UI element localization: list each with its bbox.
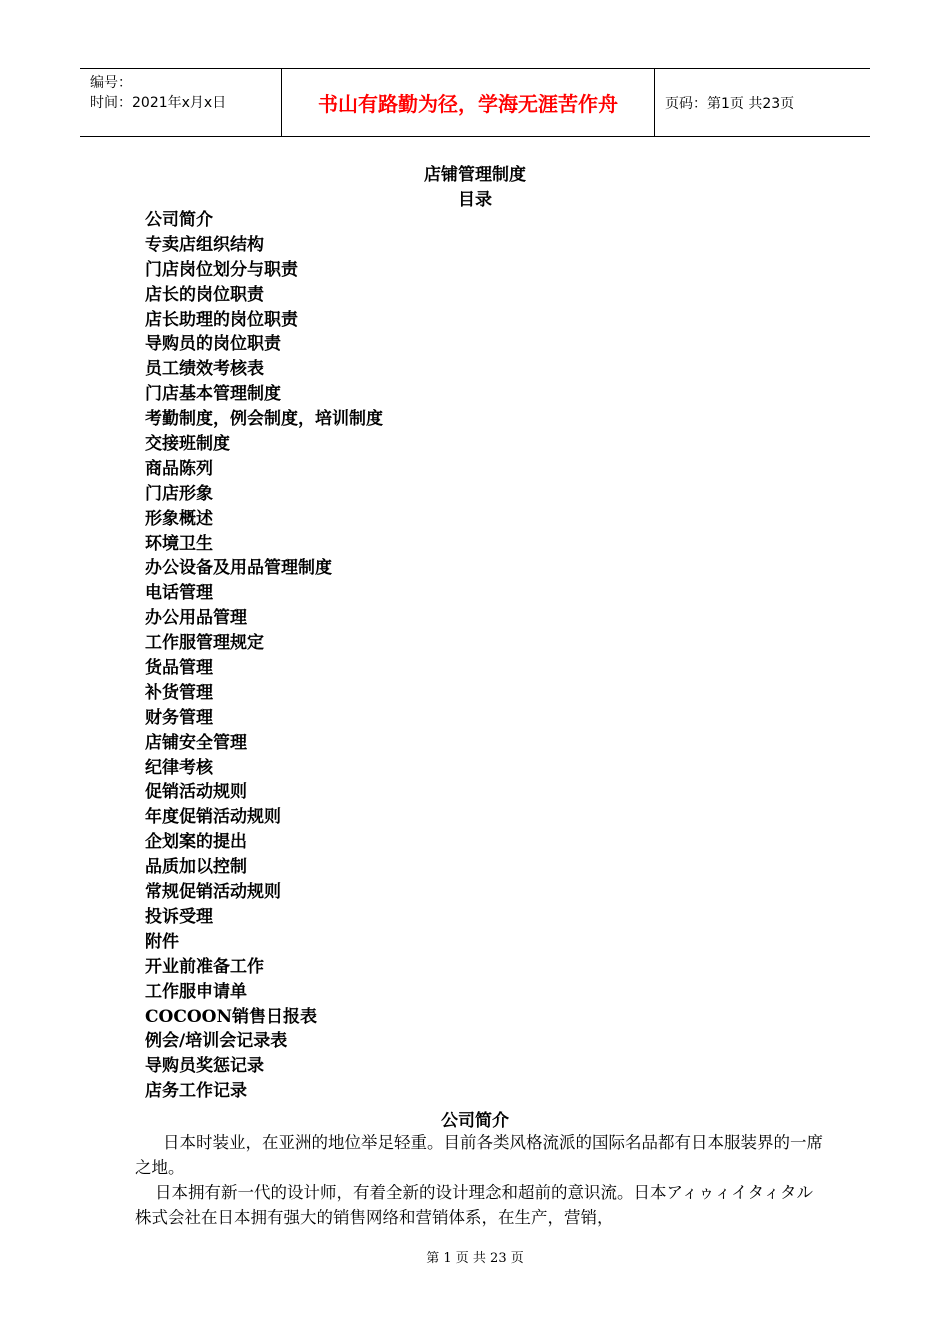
- toc-item: 门店岗位划分与职责: [145, 259, 298, 280]
- toc-item: 员工绩效考核表: [145, 359, 264, 380]
- toc-item: 年度促销活动规则: [145, 807, 281, 828]
- toc-item: 环境卫生: [145, 533, 213, 554]
- toc-item: 促销活动规则: [145, 782, 247, 803]
- toc-item: 常规促销活动规则: [145, 882, 281, 903]
- header-meta: [80, 69, 282, 136]
- toc-item: 投诉受理: [145, 906, 213, 927]
- paragraph-1: 日本时装业，在亚洲的地位举足轻重。目前各类风格流派的国际名品都有日本服装界的一席之地。: [135, 1133, 823, 1177]
- toc-item: 品质加以控制: [145, 857, 247, 878]
- toc-item: 企划案的提出: [145, 832, 247, 853]
- section-heading: 公司简介: [441, 1111, 509, 1131]
- toc-item: 纪律考核: [145, 757, 213, 778]
- toc-item: 店务工作记录: [145, 1081, 247, 1102]
- paragraph-2: 日本拥有新一代的设计师，有着全新的设计理念和超前的意识流。日本アィゥィイタィタル株式会社在日本拥有强大的销售网络和营销体系，在生产，营销，: [135, 1183, 814, 1227]
- number-label: 编号：: [90, 75, 132, 91]
- page-footer: 第 1 页 共 23 页: [426, 1251, 524, 1266]
- toc-item: 例会/培训会记录表: [145, 1031, 288, 1052]
- time-label: 时间：2021年x月x日: [90, 95, 227, 111]
- toc-item: 门店形象: [145, 483, 213, 504]
- toc-item: 开业前准备工作: [145, 956, 264, 977]
- toc-item: 店长助理的岗位职责: [145, 309, 298, 330]
- toc-item: 考勤制度，例会制度，培训制度: [145, 409, 383, 430]
- toc-item: 导购员的岗位职责: [145, 334, 281, 355]
- toc-item: 财务管理: [145, 707, 213, 728]
- page-code-text: 页码：第1页 共23页: [665, 95, 795, 112]
- toc-item: 办公设备及用品管理制度: [145, 558, 332, 579]
- toc-heading: 目录: [458, 190, 492, 210]
- toc-item: 办公用品管理: [145, 608, 247, 629]
- toc-item: COCOON销售日报表: [145, 1006, 318, 1027]
- toc-item: 店铺安全管理: [145, 732, 247, 753]
- toc-item: 工作服申请单: [145, 981, 247, 1002]
- toc-item: 电话管理: [145, 583, 213, 604]
- motto-text: 书山有路勤为径，学海无涯苦作舟: [318, 92, 618, 116]
- toc-item: 门店基本管理制度: [145, 384, 281, 405]
- document-title: 店铺管理制度: [424, 165, 526, 185]
- toc-item: 形象概述: [145, 508, 213, 529]
- toc-item: 商品陈列: [145, 458, 213, 479]
- toc-item: 店长的岗位职责: [145, 284, 264, 305]
- toc-item: 附件: [145, 931, 179, 952]
- toc-item: 导购员奖惩记录: [145, 1056, 264, 1077]
- toc-item: 公司简介: [145, 210, 213, 230]
- header-motto: [282, 69, 655, 136]
- toc-item: 补货管理: [145, 682, 213, 703]
- page-header: [80, 68, 870, 137]
- toc-item: 交接班制度: [145, 434, 230, 455]
- toc-item: 货品管理: [145, 658, 213, 679]
- toc-item: 工作服管理规定: [145, 633, 264, 654]
- table-of-contents: [145, 208, 383, 1104]
- header-page-code: [655, 69, 870, 136]
- toc-item: 专卖店组织结构: [145, 234, 264, 255]
